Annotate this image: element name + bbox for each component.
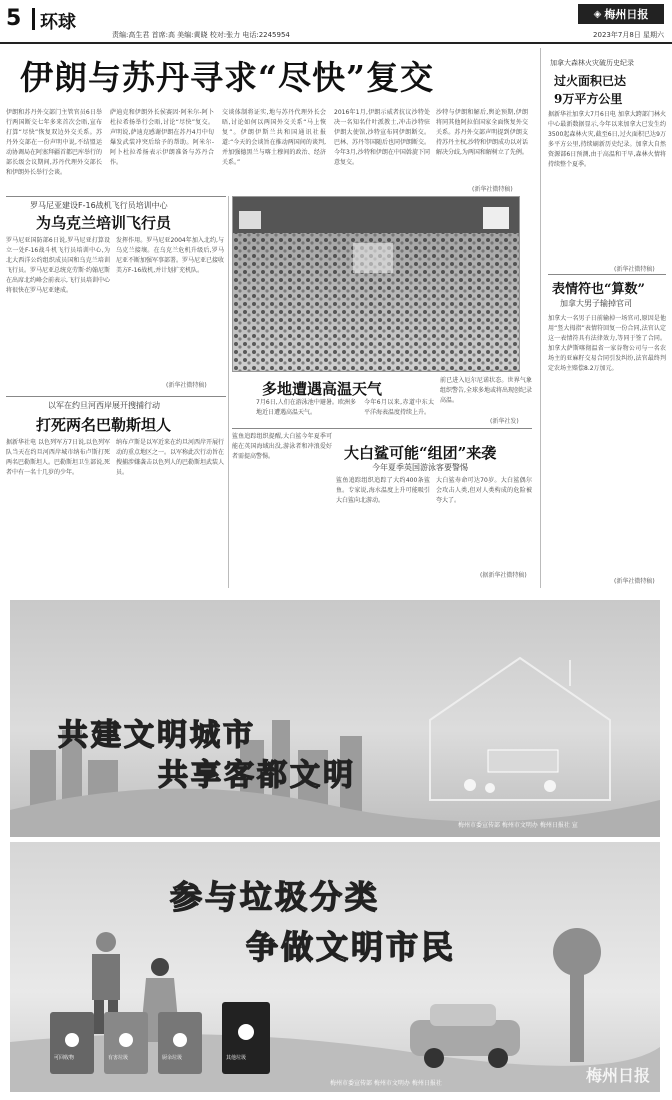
right-source-2: (新华社微特稿) xyxy=(614,578,655,585)
photo-caption-title: 多地遭遇高温天气 xyxy=(262,380,383,398)
logo-emblem-icon: ◈ xyxy=(593,8,602,20)
page-number: 5 xyxy=(6,6,22,31)
bin-label-recyclable: 可回收物 xyxy=(54,1055,75,1061)
newspaper-logo xyxy=(578,4,664,24)
column-rule xyxy=(228,196,229,588)
bin-label-hazardous: 有害垃圾 xyxy=(108,1055,129,1061)
lead-col-3: 交谈体制将证实,地与苏丹代理外长会晤,讨论如何以两国外交关系“马上恢复”。伊朗伊斯兰共和国通讯社报道:“今天的会谈旨在推动两国间的谈判,并加强德黑兰与喀土穆间的政治、经济关系。” xyxy=(222,109,326,166)
banner2-line-2: 争做文明市民 xyxy=(246,928,457,966)
bin-label-kitchen: 厨余垃圾 xyxy=(162,1055,183,1061)
lead-col-2: 萨迪克和伊朗外长侯赛因·阿米尔-阿卜杜拉希扬举行会晤,讨论“尽快”复交。声明说,萨迪克感谢伊朗在苏丹4月中旬爆发武装冲突后给予的帮助。阿米尔-阿卜杜拉希扬表示伊朗准备与苏丹合作。 xyxy=(110,109,214,166)
right-title-2: 9万平方公里 xyxy=(554,92,623,106)
garbage-sorting-ad xyxy=(10,842,660,1092)
right-kicker: 加拿大森林火灾破历史纪录 xyxy=(550,59,634,67)
banner1-credits: 梅州市委宣传部 梅州市文明办 梅州日报社 宣 xyxy=(458,822,578,829)
story4-col-1: 鲨鱼追踪组织提醒,大白鲨今年夏季可能在英国海域出没,游泳者和冲浪爱好者需提高警惕。 xyxy=(232,433,332,460)
lead-col-4: 2016年1月,伊朗示威者抗议沙特处决一名知名什叶派教士,冲击沙特驻伊朗大使馆,沙特宣布同伊朗断交。巴林、苏丹等国随后也同伊朗断交。今年3月,沙特和伊朗在中国斡旋下同意复交。 xyxy=(334,109,430,166)
right-source-1: (新华社微特稿) xyxy=(614,266,655,273)
banner2-line-1: 参与垃圾分类 xyxy=(170,878,381,916)
issue-date: 2023年7月8日 星期六 xyxy=(593,31,664,39)
newspaper-watermark: 梅州日报 xyxy=(585,1066,650,1085)
right-title-1: 过火面积已达 xyxy=(554,74,627,88)
house-outline-icon xyxy=(430,658,610,800)
lead-col-1: 伊朗和苏丹外交部门主管官员6日举行两国断交七年多来首次会晤,宣布打算“尽快”恢复双边外交关系。苏丹外交部在一份声明中说,不结盟运动协调局在阿塞拜疆首都巴库举行的部长级会议期间,苏丹代理外交部长和伊朗外长举行会谈。 xyxy=(6,109,102,176)
right-subtitle-3: 加拿大男子输掉官司 xyxy=(560,299,632,308)
story4-col-3: 大白鲨寿命可达70岁。大白鲨偶尔会攻击人类,但对人类构成的危险被夸大了。 xyxy=(436,477,532,504)
header-divider xyxy=(32,8,35,30)
banner1-line-1: 共建文明城市 xyxy=(58,718,256,753)
column-rule xyxy=(540,48,541,588)
section-rule xyxy=(6,196,226,197)
story2-col-1: 罗马尼亚国防部6日说,罗马尼亚打算设立一处F-16战斗机飞行员培训中心,为北大西洋公约组织成员国和乌克兰培训飞行员。罗马尼亚总统克劳斯·约翰尼斯在出席北约峰会前表示,飞行员培训中心将很快在罗马尼亚建成。 xyxy=(6,237,110,294)
photo-caption-3: 前已进入厄尔尼诺状态。世界气象组织警告,全球多地或将出现创纪录高温。 xyxy=(440,377,532,404)
story4-title: 大白鲨可能“组团”来袭 xyxy=(344,444,497,462)
crowded-pool-image xyxy=(233,197,520,372)
bin-label-other: 其他垃圾 xyxy=(226,1055,247,1061)
section-rule xyxy=(232,428,532,429)
banner1-line-2: 共享客都文明 xyxy=(158,758,356,793)
photo-caption-1: 7月6日,人们在游泳池中避暑。欧洲多地近日遭遇高温天气。 xyxy=(256,399,356,416)
right-body-1: 据新华社加拿大7月6日电 加拿大跨部门林火中心最新数据显示,今年以来加拿大已发生约3500起森林火灾,截至6日,过火面积已达9万多平方公里,持续刷新历史纪录。加拿大自然资源部6日预测,由于高温和干旱,森林火情将持续整个夏季。 xyxy=(548,111,666,168)
story2-source: (新华社微特稿) xyxy=(166,382,207,389)
staff-line: 责编:高生君 首席:高 美编:黄晓 校对:张力 电话:2245954 xyxy=(112,31,290,39)
lead-source: (新华社微特稿) xyxy=(472,186,513,193)
section-rule xyxy=(6,396,226,397)
story3-col-2: 纳布卢斯是以军近来在约旦河西岸开展行动的重点地区之一。以军称此次行动旨在搜捕涉嫌袭击以色列人的巴勒斯坦武装人员。 xyxy=(116,439,224,476)
section-title: 环球 xyxy=(40,12,76,33)
photo-source: (新华社发) xyxy=(490,418,519,425)
page-header xyxy=(0,0,672,44)
story3-kicker: 以军在约旦河西岸展开搜捕行动 xyxy=(48,401,160,410)
story2-title: 为乌克兰培训飞行员 xyxy=(36,214,172,232)
story4-source: (据新华社微特稿) xyxy=(480,572,527,579)
story4-col-2: 鲨鱼追踪组织追踪了大约400条鲨鱼。专家说,海水温度上升可能吸引大白鲨向北游动。 xyxy=(336,477,430,504)
car-icon xyxy=(410,1004,520,1068)
lead-headline: 伊朗与苏丹寻求“尽快”复交 xyxy=(20,58,434,97)
right-body-2: 加拿大一名男子日前输掉一场官司,原因是他用“竖大拇指”表情符回复一份合同,法官认定这一表情符具有法律效力,等同于签了合同。加拿大萨斯喀彻温省一家谷物公司与一名农场主的亚麻籽交易合同引发纠纷,法官最终判定农场主赔偿8.2万加元。 xyxy=(548,315,666,372)
section-rule xyxy=(548,274,666,275)
lead-col-5: 沙特与伊朗和解后,舆论预期,伊朗将同其他阿拉伯国家全面恢复外交关系。苏丹外交部声明提到伊朗支持苏丹主权,沙特和伊朗成功以对话解决分歧,为两国和解树立了先例。 xyxy=(436,109,528,156)
story2-kicker: 罗马尼亚建设F-16战机飞行员培训中心 xyxy=(30,201,168,210)
civilized-city-ad xyxy=(10,600,660,837)
story3-col-1: 据新华社电 以色列军方7日说,以色列军队当天在约旦河西岸城市纳布卢斯打死两名巴勒斯坦人。巴勒斯坦卫生部说,死者中有一名十几岁的少年。 xyxy=(6,439,110,476)
story4-subtitle: 今年夏季英国游泳客要警惕 xyxy=(372,463,468,472)
right-title-3: 表情符也“算数” xyxy=(552,282,645,297)
bin-labels xyxy=(50,1054,274,1064)
story3-title: 打死两名巴勒斯坦人 xyxy=(36,416,172,434)
logo-text: 梅州日报 xyxy=(604,8,649,21)
story2-col-2: 发挥作用。罗马尼亚2004年加入北约,与乌克兰接壤。在乌克兰危机升级后,罗马尼亚不断加强军事部署。罗马尼亚已接收美方F-16战机,并计划扩充机队。 xyxy=(116,237,224,274)
pool-photo xyxy=(232,196,520,372)
banner2-credits: 梅州市委宣传部 梅州市文明办 梅州日报社 xyxy=(330,1080,442,1087)
photo-caption-2: 今年6月以来,赤道中东太平洋海表温度持续上升。 xyxy=(364,399,434,416)
